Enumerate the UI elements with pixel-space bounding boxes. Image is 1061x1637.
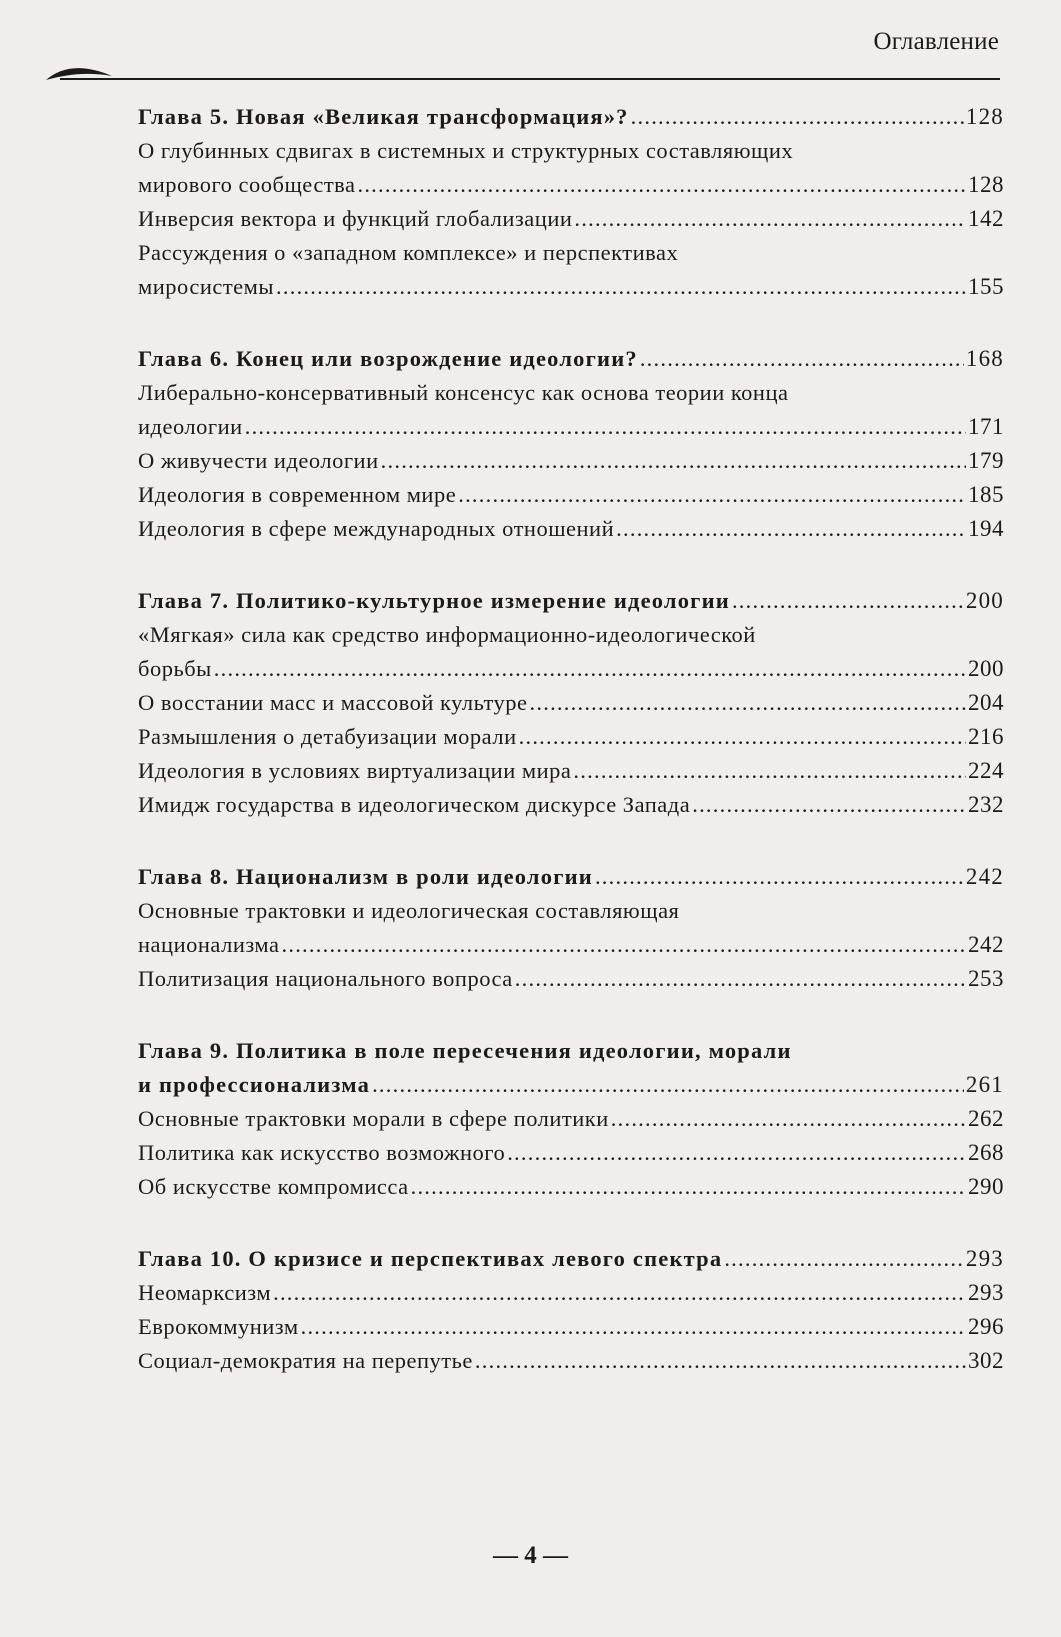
toc-page-number: 293	[968, 1280, 1004, 1305]
toc-entry-title-line: О глубинных сдвигах в системных и структурных составляющих	[138, 138, 794, 163]
toc-entry-title: О живучести идеологии	[138, 448, 379, 473]
toc-entry-line	[138, 478, 1004, 512]
toc-entry-line	[138, 754, 1004, 788]
toc-entry-line	[138, 512, 1004, 546]
page-number: — 4 —	[493, 1542, 568, 1569]
dot-leader	[475, 1344, 966, 1378]
toc-entry-title: миросистемы	[138, 274, 275, 299]
toc-entry-title: Глава 7. Политико-культурное измерение идеологии	[138, 588, 730, 613]
dot-leader	[530, 686, 966, 720]
toc-page-number: 261	[965, 1072, 1004, 1097]
toc-page-number: 155	[968, 274, 1004, 299]
toc-entry-line	[138, 720, 1004, 754]
toc-section-entry[interactable]	[138, 1102, 1004, 1136]
toc-entry-line	[138, 100, 1004, 134]
toc-entry-title: Идеология в сфере международных отношений	[138, 516, 615, 541]
toc-section-entry[interactable]	[138, 962, 1004, 996]
toc-page-number: 268	[968, 1140, 1004, 1165]
toc-section-entry[interactable]	[138, 894, 1004, 962]
toc-entry-title: Глава 5. Новая «Великая трансформация»?	[138, 104, 629, 129]
toc-entry-title-line: «Мягкая» сила как средство информационно-идеологической	[138, 622, 756, 647]
quill-ornament-icon	[44, 62, 114, 86]
toc-chapter-entry[interactable]	[138, 342, 1004, 376]
toc-entry-line	[138, 1136, 1004, 1170]
toc-chapter-entry[interactable]	[138, 1242, 1004, 1276]
toc-entry-title: борьбы	[138, 656, 212, 681]
running-header-title: Оглавление	[873, 28, 999, 55]
toc-page-number: 168	[965, 346, 1004, 371]
dot-leader	[732, 584, 964, 618]
dot-leader	[214, 652, 966, 686]
toc-chapter-entry[interactable]	[138, 1034, 1004, 1102]
toc-page-number: 128	[965, 104, 1004, 129]
toc-chapter-entry[interactable]	[138, 860, 1004, 894]
toc-page-number: 171	[968, 414, 1004, 439]
toc-section-entry[interactable]	[138, 376, 1004, 444]
toc-entry-title-line: Либерально-консервативный консенсус как основа теории конца	[138, 380, 789, 405]
dot-leader	[381, 444, 966, 478]
toc-section-entry[interactable]	[138, 1170, 1004, 1204]
toc-entry-title: национализма	[138, 932, 280, 957]
toc-page-number: 142	[968, 206, 1004, 231]
toc-entry-title: Идеология в современном мире	[138, 482, 457, 507]
dot-leader	[595, 860, 964, 894]
toc-section-entry[interactable]	[138, 478, 1004, 512]
toc-entry-title: Имидж государства в идеологическом дискурсе Запада	[138, 792, 691, 817]
toc-page-number: 242	[965, 864, 1004, 889]
dot-leader	[640, 342, 964, 376]
toc-entry-title: Инверсия вектора и функций глобализации	[138, 206, 573, 231]
toc-section-entry[interactable]	[138, 1344, 1004, 1378]
toc-entry-line	[138, 860, 1004, 894]
toc-section-entry[interactable]	[138, 788, 1004, 822]
toc-entry-line	[138, 1276, 1004, 1310]
dot-leader	[515, 962, 966, 996]
toc-section-entry[interactable]	[138, 686, 1004, 720]
toc-page-number: 200	[968, 656, 1004, 681]
toc-section-entry[interactable]	[138, 134, 1004, 202]
dot-leader	[724, 1242, 964, 1276]
toc-section-entry[interactable]	[138, 512, 1004, 546]
dot-leader	[692, 788, 966, 822]
toc-chapter-entry[interactable]	[138, 100, 1004, 134]
toc-entry-line	[138, 410, 1004, 444]
dot-leader	[273, 1276, 966, 1310]
toc-section-entry[interactable]	[138, 236, 1004, 304]
toc-page-number: 242	[968, 932, 1004, 957]
toc-page-number: 128	[968, 172, 1004, 197]
toc-page-number: 200	[965, 588, 1004, 613]
toc-entry-line	[138, 1242, 1004, 1276]
toc-page-number: 185	[968, 482, 1004, 507]
toc-page-number: 194	[968, 516, 1004, 541]
toc-entry-title: Политика как искусство возможного	[138, 1140, 506, 1165]
toc-entry-title: и профессионализма	[138, 1072, 371, 1097]
toc-entry-line	[138, 1344, 1004, 1378]
dot-leader	[282, 928, 967, 962]
toc-section-entry[interactable]	[138, 202, 1004, 236]
chapter-gap	[138, 822, 1004, 846]
toc-entry-title: О восстании масс и массовой культуре	[138, 690, 528, 715]
toc-section-entry[interactable]	[138, 444, 1004, 478]
toc-entry-line	[138, 270, 1004, 304]
chapter-gap	[138, 996, 1004, 1020]
chapter-gap	[138, 1204, 1004, 1228]
toc-entry-title: Об искусстве компромисса	[138, 1174, 409, 1199]
toc-entry-title: Идеология в условиях виртуализации мира	[138, 758, 572, 783]
toc-entry-line	[138, 202, 1004, 236]
toc-page-number: 253	[968, 966, 1004, 991]
toc-entry-title: Политизация национального вопроса	[138, 966, 513, 991]
dot-leader	[357, 168, 966, 202]
toc-page-number: 232	[968, 792, 1004, 817]
toc-entry-line	[138, 652, 1004, 686]
toc-entry-line	[138, 168, 1004, 202]
toc-entry-title: Размышления о детабуизации морали	[138, 724, 517, 749]
toc-section-entry[interactable]	[138, 1136, 1004, 1170]
toc-entry-line	[138, 444, 1004, 478]
toc-entry-line	[138, 1310, 1004, 1344]
toc-section-entry[interactable]	[138, 754, 1004, 788]
table-of-contents	[138, 100, 1004, 1378]
toc-entry-line	[138, 686, 1004, 720]
toc-entry-line	[138, 1068, 1004, 1102]
toc-page-number: 216	[968, 724, 1004, 749]
toc-section-entry[interactable]	[138, 1276, 1004, 1310]
toc-entry-line	[138, 1102, 1004, 1136]
toc-section-entry[interactable]	[138, 1310, 1004, 1344]
dot-leader	[372, 1068, 964, 1102]
dot-leader	[301, 1310, 966, 1344]
dot-leader	[519, 720, 966, 754]
toc-page-number: 224	[968, 758, 1004, 783]
toc-entry-title: Глава 8. Национализм в роли идеологии	[138, 864, 593, 889]
toc-entry-line	[138, 788, 1004, 822]
toc-entry-title: Глава 6. Конец или возрождение идеологии?	[138, 346, 638, 371]
toc-page-number: 293	[965, 1246, 1004, 1271]
toc-section-entry[interactable]	[138, 720, 1004, 754]
dot-leader	[573, 754, 966, 788]
toc-page-number: 302	[968, 1348, 1004, 1373]
toc-entry-line	[138, 1170, 1004, 1204]
toc-entry-line	[138, 584, 1004, 618]
dot-leader	[276, 270, 966, 304]
toc-entry-title-line: Глава 9. Политика в поле пересечения идеологии, морали	[138, 1038, 792, 1063]
toc-entry-line	[138, 962, 1004, 996]
chapter-gap	[138, 304, 1004, 328]
toc-entry-title: Глава 10. О кризисе и перспективах левого спектра	[138, 1246, 723, 1271]
toc-entry-line	[138, 928, 1004, 962]
header-rule	[60, 78, 1000, 80]
toc-page-number: 179	[968, 448, 1004, 473]
dot-leader	[411, 1170, 966, 1204]
toc-entry-title: Неомарксизм	[138, 1280, 272, 1305]
toc-entry-title-line: Рассуждения о «западном комплексе» и перспективах	[138, 240, 679, 265]
toc-entry-title: Еврокоммунизм	[138, 1314, 299, 1339]
toc-chapter-entry[interactable]	[138, 584, 1004, 618]
dot-leader	[616, 512, 966, 546]
dot-leader	[458, 478, 966, 512]
toc-entry-title: мирового сообщества	[138, 172, 356, 197]
dot-leader	[245, 410, 966, 444]
toc-section-entry[interactable]	[138, 618, 1004, 686]
toc-page-number: 204	[968, 690, 1004, 715]
dot-leader	[574, 202, 966, 236]
toc-entry-line	[138, 342, 1004, 376]
toc-entry-title-line: Основные трактовки и идеологическая составляющая	[138, 898, 680, 923]
toc-entry-title: идеологии	[138, 414, 243, 439]
dot-leader	[631, 100, 964, 134]
toc-page-number: 296	[968, 1314, 1004, 1339]
toc-page-number: 262	[968, 1106, 1004, 1131]
toc-page-number: 290	[968, 1174, 1004, 1199]
dot-leader	[507, 1136, 966, 1170]
chapter-gap	[138, 546, 1004, 570]
toc-entry-title: Основные трактовки морали в сфере политики	[138, 1106, 609, 1131]
toc-entry-title: Социал-демократия на перепутье	[138, 1348, 473, 1373]
dot-leader	[611, 1102, 966, 1136]
